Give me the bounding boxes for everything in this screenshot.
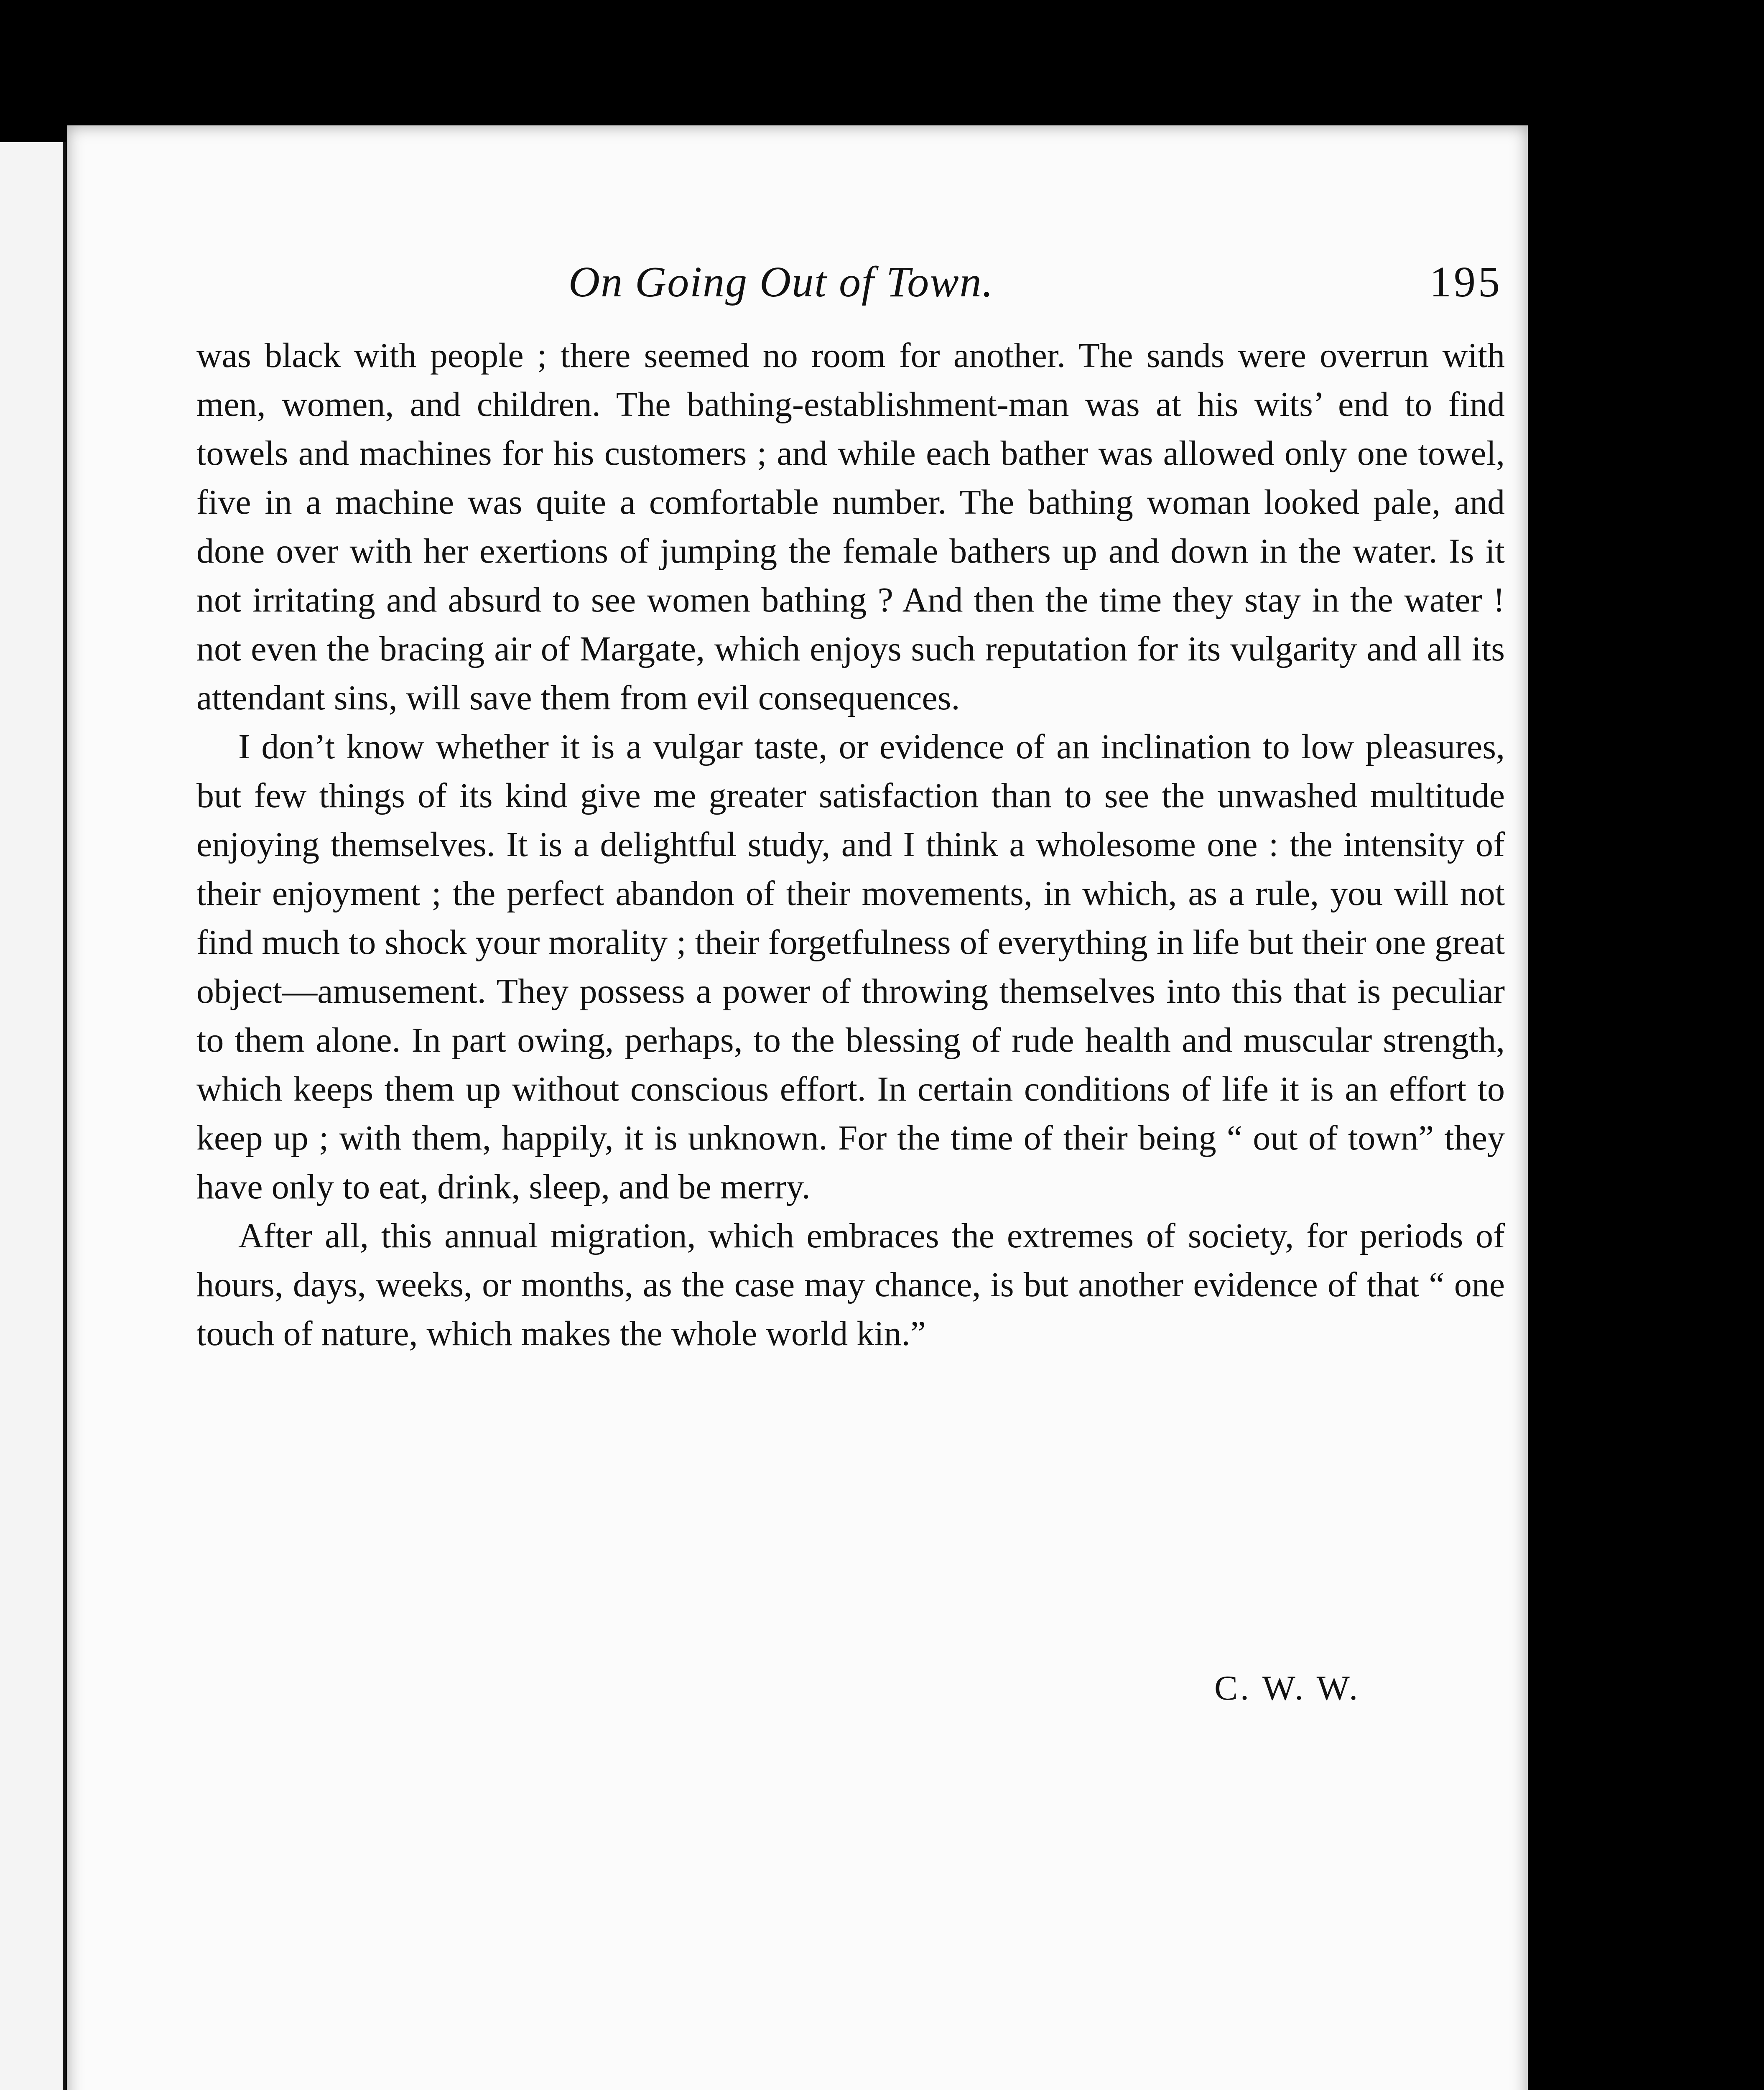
article-body: [196, 331, 1505, 1358]
running-head: On Going Out of Town.: [568, 258, 994, 306]
paragraph: I don’t know whether it is a vulgar taste, or evidence of an inclination to low pleasures, but few things of its kind give me greater satisfaction than to see the unwashed multitude enjoying themselves. It is a delightful study, and I think a wholesome one : the intensity of their enjoyment ; the perfect abandon of their movements, in which, as a rule, you will not find much to shock your morality ; their forgetfulness of everything in life but their one great object—amusement. They possess a power of throwing themselves into this that is peculiar to them alone. In part owing, perhaps, to the blessing of rude health and muscular strength, which keeps them up without conscious effort. In certain conditions of life it is an effort to keep up ; with them, happily, it is unknown. For the time of their being “ out of town” they have only to eat, drink, sleep, and be merry.: [196, 727, 1505, 1206]
facing-page-edge: [0, 142, 66, 2090]
paragraph: was black with people ; there seemed no room for another. The sands were overrun with men, women, and children. The bathing-establishment-man was at his wits’ end to find towels and machines for his customers ; and while each bather was allowed only one towel, five in a machine was quite a comfortable number. The bathing woman looked pale, and done over with her exertions of jumping the female bathers up and down in the water. Is it not irritating and absurd to see women bathing ? And then the time they stay in the water ! not even the bracing air of Margate, which enjoys such reputation for its vulgarity and all its attendant sins, will save them from evil consequences.: [196, 336, 1505, 717]
book-page: [67, 125, 1528, 2090]
paragraph: After all, this annual migration, which embraces the extremes of society, for periods of hours, days, weeks, or months, as the case may chance, is but another evidence of that “ one touch of nature, which makes the whole world kin.”: [196, 1216, 1505, 1353]
page-number: 195: [1430, 258, 1502, 306]
author-signature: C. W. W.: [1214, 1669, 1361, 1708]
